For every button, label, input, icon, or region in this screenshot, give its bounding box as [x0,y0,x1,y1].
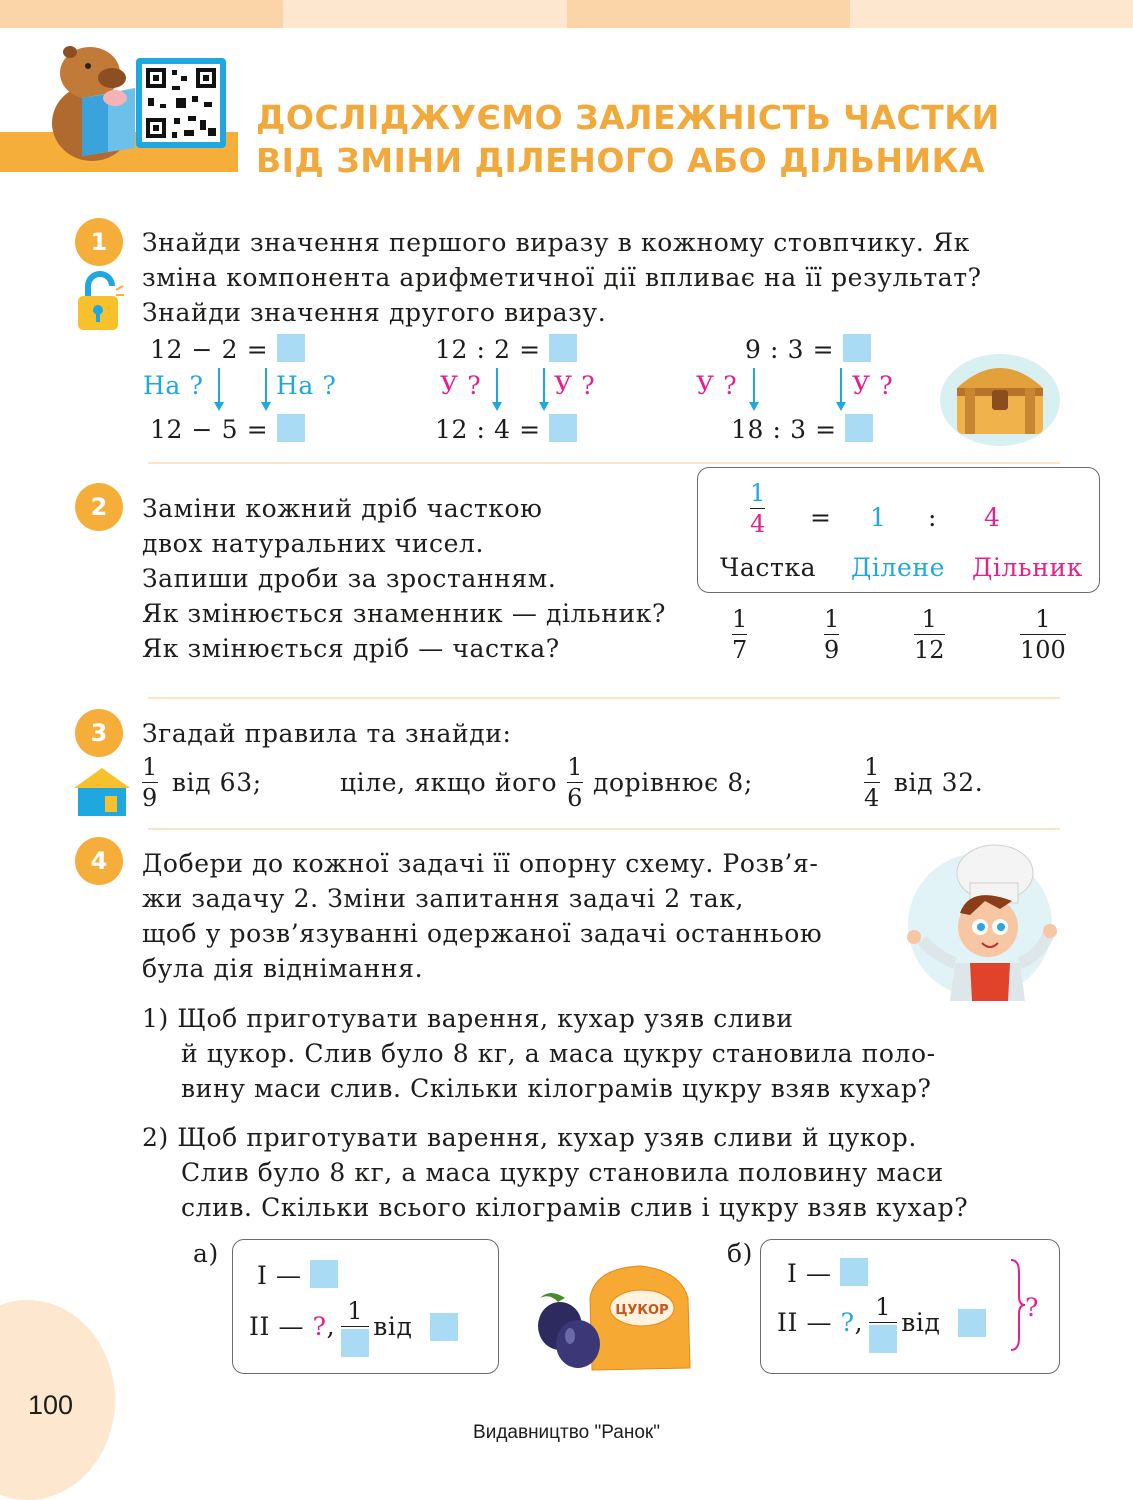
item-text: ціле, якщо його [340,768,558,797]
scheme-label: а) [193,1239,219,1268]
fraction [341,1296,369,1357]
numerator: 1 [864,753,880,781]
expression [435,332,577,367]
expression-text: 12 − 2 = [150,335,269,364]
task-number: 2 [75,483,123,531]
fraction [824,604,839,665]
equals-sign: = [810,503,832,532]
page-title [256,96,1000,182]
divisor-value: 4 [984,503,1001,532]
arrow-head [836,402,846,411]
text-line: Добери до кожної задачі її опорну схему. Розв’я- [142,849,819,878]
arrow [218,368,220,404]
answer-box[interactable] [341,1329,369,1357]
task3-item [142,752,262,813]
answer-box[interactable] [843,334,871,362]
text-line: жи задачу 2. Зміни запитання задачі 2 так, [142,884,745,913]
answer-box[interactable] [430,1313,458,1341]
task-number: 4 [75,837,123,885]
numerator: 1 [824,605,840,633]
arrow [496,368,498,404]
comma: , [326,1312,336,1341]
top-strip [0,0,283,28]
text-line: зміна компонента арифметичної дії впливає на її результат? [142,263,982,292]
task-text: Згадай правила та знайди: [142,719,512,748]
question-mark: ? [840,1308,855,1337]
scheme-row [777,1292,986,1353]
text-line: 2) Щоб приготувати варення, кухар узяв сливи й цукор. [142,1123,917,1152]
text-line: Як змінюється дріб — частка? [142,634,560,663]
fraction-bar [341,1326,369,1327]
top-strip [850,0,1133,28]
label-divisor: Дільник [972,553,1083,582]
expression [731,412,873,447]
numerator: 1 [875,1293,892,1321]
answer-box[interactable] [840,1258,868,1286]
text-line: Заміни кожний дріб часткою [142,494,543,523]
label-dividend: Ділене [851,553,946,582]
question-label: На ? [143,371,204,400]
house-icon [72,766,132,818]
answer-box[interactable] [277,334,305,362]
of-word: від [901,1308,941,1337]
fraction [142,752,158,813]
arrow-head [749,402,759,411]
scheme-a-box[interactable] [232,1239,499,1374]
lock-icon [74,270,126,332]
question-label: На ? [276,371,337,400]
answer-box[interactable] [845,414,873,442]
denominator: 7 [732,636,748,664]
comma: , [854,1308,864,1337]
text-line: Знайди значення першого виразу в кожному стовпчику. Як [142,228,970,257]
text-line: Запиши дроби за зростанням. [142,564,557,593]
numerator: 1 [142,753,158,781]
colon-sign: : [928,503,938,532]
answer-box[interactable] [958,1309,986,1337]
expression [745,332,871,367]
fraction [750,478,765,539]
dividend-value: 1 [870,503,887,532]
denominator: 4 [864,784,880,812]
answer-box[interactable] [310,1260,338,1288]
expression-text: 18 : 3 = [731,415,837,444]
text-line: вину маси слив. Скільки кілограмів цукру взяв кухар? [181,1074,932,1103]
item-text: від 63; [171,768,262,797]
question-mark: ? [312,1312,327,1341]
scheme-label: б) [727,1239,754,1268]
arrow [840,368,842,404]
question-label: У ? [554,371,596,400]
divider [148,828,1060,830]
arrow-head [214,402,224,411]
capybara-icon [40,38,140,163]
scheme-b-box[interactable] [760,1239,1060,1374]
fraction [567,752,583,813]
divider [148,462,1060,464]
arrow-head [539,402,549,411]
problem-1 [142,1001,936,1106]
scheme-row [249,1296,458,1357]
arrow [753,368,755,404]
title-line: ДОСЛІДЖУЄМО ЗАЛЕЖНІСТЬ ЧАСТКИ [256,98,1000,137]
denominator: 100 [1020,636,1066,664]
question-label: У ? [696,371,738,400]
page-number: 100 [28,1390,74,1420]
task-text [142,846,822,986]
expression-text: 12 : 4 = [435,415,541,444]
treasure-chest-icon [935,348,1065,448]
top-strip [567,0,850,28]
row-label: І — [787,1259,832,1288]
answer-box[interactable] [549,414,577,442]
fraction [732,604,747,665]
denominator: 12 [914,636,945,664]
scheme-row [787,1256,868,1291]
text-line: щоб у розв’язуванні одержаної задачі останньою [142,919,823,948]
task3-item [864,752,983,813]
title-line: ВІД ЗМІНИ ДІЛЕНОГО АБО ДІЛЬНИКА [256,141,986,180]
item-text: дорівнює 8; [593,768,753,797]
expression-text: 12 : 2 = [435,335,541,364]
answer-box[interactable] [549,334,577,362]
numerator: 1 [921,605,937,633]
task-text [142,225,982,330]
question-label: У ? [852,371,894,400]
scheme-row [257,1258,338,1293]
text-line: була дія віднімання. [142,954,424,983]
denominator: 9 [142,784,158,812]
text-line: Як змінюється знаменник — дільник? [142,599,667,628]
text-line: 1) Щоб приготувати варення, кухар узяв сливи [142,1004,794,1033]
bag-label: ЦУКОР [615,1303,669,1318]
numerator: 1 [1035,605,1051,633]
arrow [265,368,267,404]
text-line: й цукор. Слив було 8 кг, а маса цукру становила поло- [181,1039,936,1068]
denominator: 6 [567,784,584,812]
fraction [869,1292,897,1353]
qr-code[interactable] [136,58,226,148]
numerator: 1 [567,753,584,781]
text-line: Знайди значення другого виразу. [142,298,607,327]
text-line: Слив було 8 кг, а маса цукру становила половину маси [181,1158,944,1187]
label-quotient: Частка [720,553,817,582]
expression [435,412,577,447]
denominator: 4 [750,510,766,538]
task3-item [340,752,753,813]
top-strip [283,0,567,28]
problem-2 [142,1120,968,1225]
plums-sugar-icon [520,1258,700,1378]
chef-boy-icon [900,835,1060,1005]
fraction [1020,604,1066,665]
answer-box[interactable] [869,1325,897,1353]
of-word: від [373,1312,413,1341]
arrow-head [261,402,271,411]
expression-text: 12 − 5 = [150,415,269,444]
item-text: від 32. [893,768,984,797]
task-number: 3 [75,709,123,757]
numerator: 1 [732,605,748,633]
arrow [543,368,545,404]
row-label: ІІ — [777,1308,833,1337]
fraction [914,604,945,665]
numerator: 1 [347,1297,364,1325]
example-box [697,467,1100,593]
task-text [142,491,666,666]
publisher-footer: Видавництво "Ранок" [473,1422,660,1443]
row-label: ІІ — [249,1312,305,1341]
text-line: двох натуральних чисел. [142,529,485,558]
fraction [864,752,880,813]
arrow-head [492,402,502,411]
numerator: 1 [750,479,766,507]
expression-text: 9 : 3 = [745,335,835,364]
expression [150,412,305,447]
row-label: І — [257,1261,302,1290]
fraction-bar [869,1322,897,1323]
denominator: 9 [824,636,840,664]
expression [150,332,305,367]
task-number: 1 [75,218,123,266]
text-line: слив. Скільки всього кілограмів слив і цукру взяв кухар? [181,1193,969,1222]
answer-box[interactable] [277,414,305,442]
question-label: У ? [440,371,482,400]
divider [148,697,1060,699]
brace-question: ? [1025,1293,1040,1322]
